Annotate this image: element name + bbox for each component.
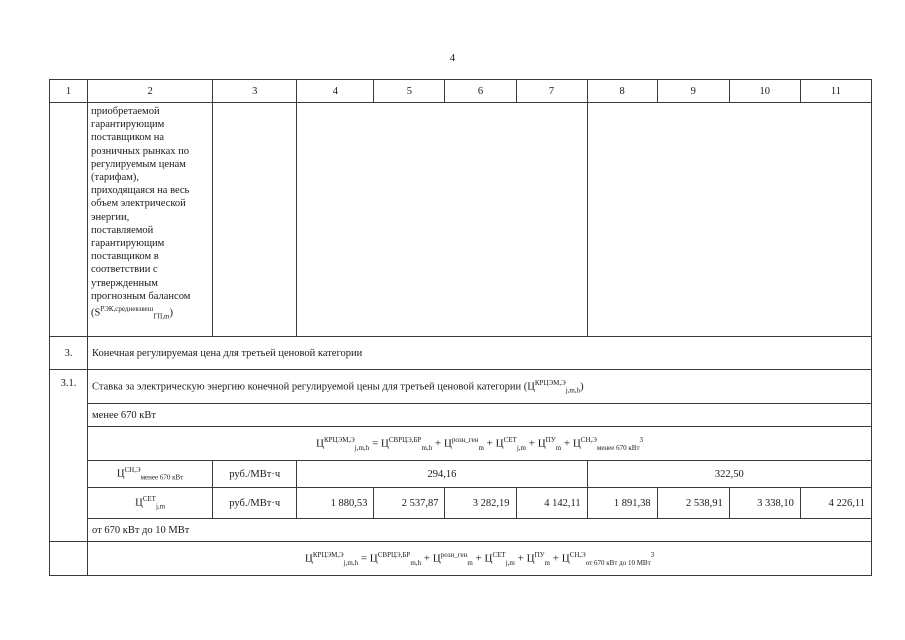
col-header: 9 (657, 80, 729, 103)
value-cell: 3 282,19 (445, 488, 516, 519)
value-cell: 4 226,11 (800, 488, 871, 519)
col-header: 8 (587, 80, 657, 103)
row-number: 3.1. (50, 370, 88, 542)
continued-description: приобретаемой гарантирующим поставщиком на розничных рынках по регулируемым ценам (тарифам), приходящаяся на весь объем электрической энергии, поставляемой гарантирующим поставщиком в соответствии с утвержденным прогнозным балансом $(S^{РЭК,средневзвеш}_{ГП,m})$ (88, 103, 213, 337)
subgroup-label: менее 670 кВт (88, 404, 872, 427)
unit-cell: руб./МВт·ч (213, 488, 297, 519)
price-formula: $Ц^{КРЦЭМ,Э}_{j,m,h} = Ц^{СВРЦЭ,БР}_{m,h} + Ц^{розн\_ген}_m + Ц^{СЕТ}_{j,m} + Ц^{ПУ}_m + Ц^{СН,Э}_{менее 670 кВт}^3$ (88, 427, 872, 461)
subgroup-row (50, 519, 872, 542)
table-row (50, 488, 872, 519)
tariff-table (49, 79, 872, 576)
formula-row (50, 542, 872, 576)
value-cell: 1 880,53 (297, 488, 374, 519)
rate-symbol: $Ц^{СЕТ}_{j,m}$ (88, 488, 213, 519)
row-number: 3. (50, 337, 88, 370)
section-3-1-row (50, 370, 872, 404)
value-cell: 4 142,11 (516, 488, 587, 519)
section-title: Ставка за электрическую энергию конечной регулируемой цены для третьей ценовой категории $(Ц^{КРЦЭМ,Э}_{j,m,h})$ (88, 370, 872, 404)
col-header: 5 (374, 80, 445, 103)
formula-row (50, 427, 872, 461)
price-formula: $Ц^{КРЦЭМ,Э}_{j,m,h} = Ц^{СВРЦЭ,БР}_{m,h} + Ц^{розн\_ген}_m + Ц^{СЕТ}_{j,m} + Ц^{ПУ}_m + Ц^{СН,Э}_{от 670 кВт до 10 МВт}^3$ (88, 542, 872, 576)
page-number: 4 (449, 52, 456, 64)
col-header: 2 (88, 80, 213, 103)
continued-row (50, 103, 872, 337)
col-header: 1 (50, 80, 88, 103)
section-title: Конечная регулируемая цена для третьей ценовой категории (88, 337, 872, 370)
table-row (50, 461, 872, 488)
subgroup-label: от 670 кВт до 10 МВт (88, 519, 872, 542)
value-cell: 2 538,91 (657, 488, 729, 519)
subgroup-row (50, 404, 872, 427)
col-header: 7 (516, 80, 587, 103)
balance-formula: $(S^{РЭК,средневзвеш}_{ГП,m})$ (91, 305, 173, 321)
col-header: 4 (297, 80, 374, 103)
value-cell: 322,50 (587, 461, 871, 488)
value-cell: 2 537,87 (374, 488, 445, 519)
value-cell: 294,16 (297, 461, 587, 488)
value-cell: 1 891,38 (587, 488, 657, 519)
value-cell: 3 338,10 (729, 488, 800, 519)
unit-cell: руб./МВт·ч (213, 461, 297, 488)
col-header: 6 (445, 80, 516, 103)
col-header: 11 (800, 80, 871, 103)
col-header: 3 (213, 80, 297, 103)
header-row (50, 80, 872, 103)
col-header: 10 (729, 80, 800, 103)
section-3-row (50, 337, 872, 370)
rate-symbol: $Ц^{СН,Э}_{менее 670 кВт}$ (88, 461, 213, 488)
